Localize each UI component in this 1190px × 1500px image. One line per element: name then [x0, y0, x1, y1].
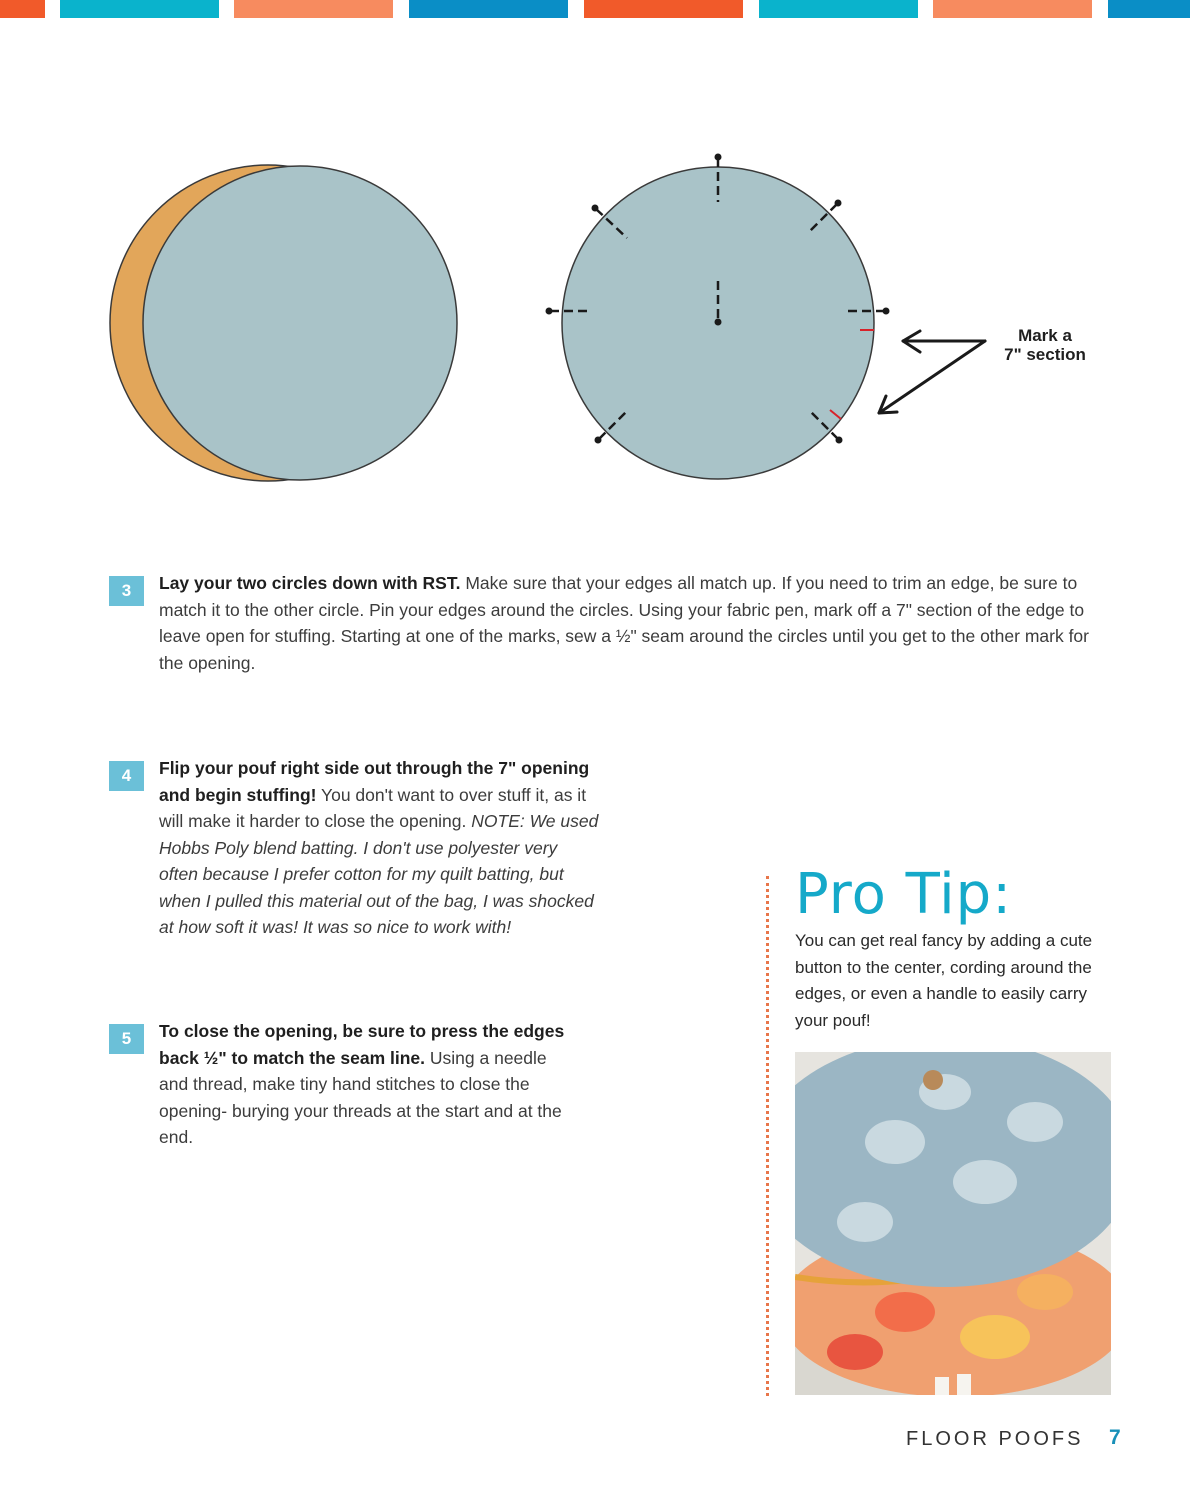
step-number-badge: 4 — [109, 761, 144, 791]
color-bar-segment — [60, 0, 219, 18]
step-body-text: You don't want to over stuff it, as it will make it harder to close the opening. — [159, 784, 587, 831]
pin-head — [883, 308, 890, 315]
page-number: 7 — [1109, 1426, 1121, 1449]
step-note-text: NOTE: We used Hobbs Poly blend batting. I don't use polyester very often because I prefer cotton for my quilt batting, but when I pulled this material out of the bag, I was shocked at how soft it was! It was so nice to work with! — [159, 811, 599, 937]
pin-head — [835, 200, 842, 207]
step-text — [159, 755, 599, 941]
pouf-button — [923, 1070, 943, 1090]
pin-head — [595, 437, 602, 444]
step-text — [159, 1018, 579, 1151]
pro-tip-title: Pro Tip: — [795, 862, 1013, 927]
pro-tip-text: You can get real fancy by adding a cute button to the center, cording around the edges, or even a handle to easily carry your pouf! — [795, 931, 1093, 1030]
front-fabric-circle — [143, 166, 457, 480]
step-bold-text: Lay your two circles down with RST. — [159, 573, 461, 593]
step-text — [159, 570, 1089, 676]
step-bold-text: To close the opening, be sure to press the edges back ½" to match the seam line. — [159, 1021, 565, 1068]
step-body-text: Using a needle and thread, make tiny hand stitches to close the opening- burying your threads at the start and at the end. — [159, 1047, 562, 1147]
color-bar-segment — [409, 0, 568, 18]
pouf-photo — [795, 1052, 1111, 1395]
color-bar-segment — [1108, 0, 1190, 18]
color-bar-segment — [933, 0, 1092, 18]
pro-tip-divider — [766, 876, 769, 1396]
callout-arrows — [879, 331, 985, 413]
step-number-badge: 5 — [109, 1024, 144, 1054]
pin-head — [715, 154, 722, 161]
pin-head — [836, 437, 843, 444]
color-bar-segment — [759, 0, 918, 18]
callout-label-line2: 7" section — [1004, 345, 1086, 364]
callout-label-line1: Mark a — [1018, 326, 1072, 345]
top-color-bar — [0, 0, 1190, 18]
pinned-circle-illustration — [546, 154, 890, 480]
stacked-circles-illustration — [110, 165, 457, 481]
color-bar-segment — [584, 0, 743, 18]
pin-head — [546, 308, 553, 315]
step-number-badge: 3 — [109, 576, 144, 606]
color-bar-segment — [234, 0, 393, 18]
color-bar-segment — [0, 0, 45, 18]
pin-head — [715, 319, 722, 326]
footer-section-title: FLOOR POOFS — [906, 1428, 1084, 1450]
circle-diagrams — [0, 140, 1190, 500]
step-bold-text: Flip your pouf right side out through the 7" opening and begin stuffing! — [159, 758, 590, 805]
step-body-text: Make sure that your edges all match up. If you need to trim an edge, be sure to match it to the other circle. Pin your edges around the circles. Using your fabric pen, mark off a 7" section of the edge to leave open for stuffing. Starting at one of the marks, sew a ½" seam around the circles until you get to the other mark for the opening. — [159, 573, 1089, 673]
pin-head — [592, 205, 599, 212]
